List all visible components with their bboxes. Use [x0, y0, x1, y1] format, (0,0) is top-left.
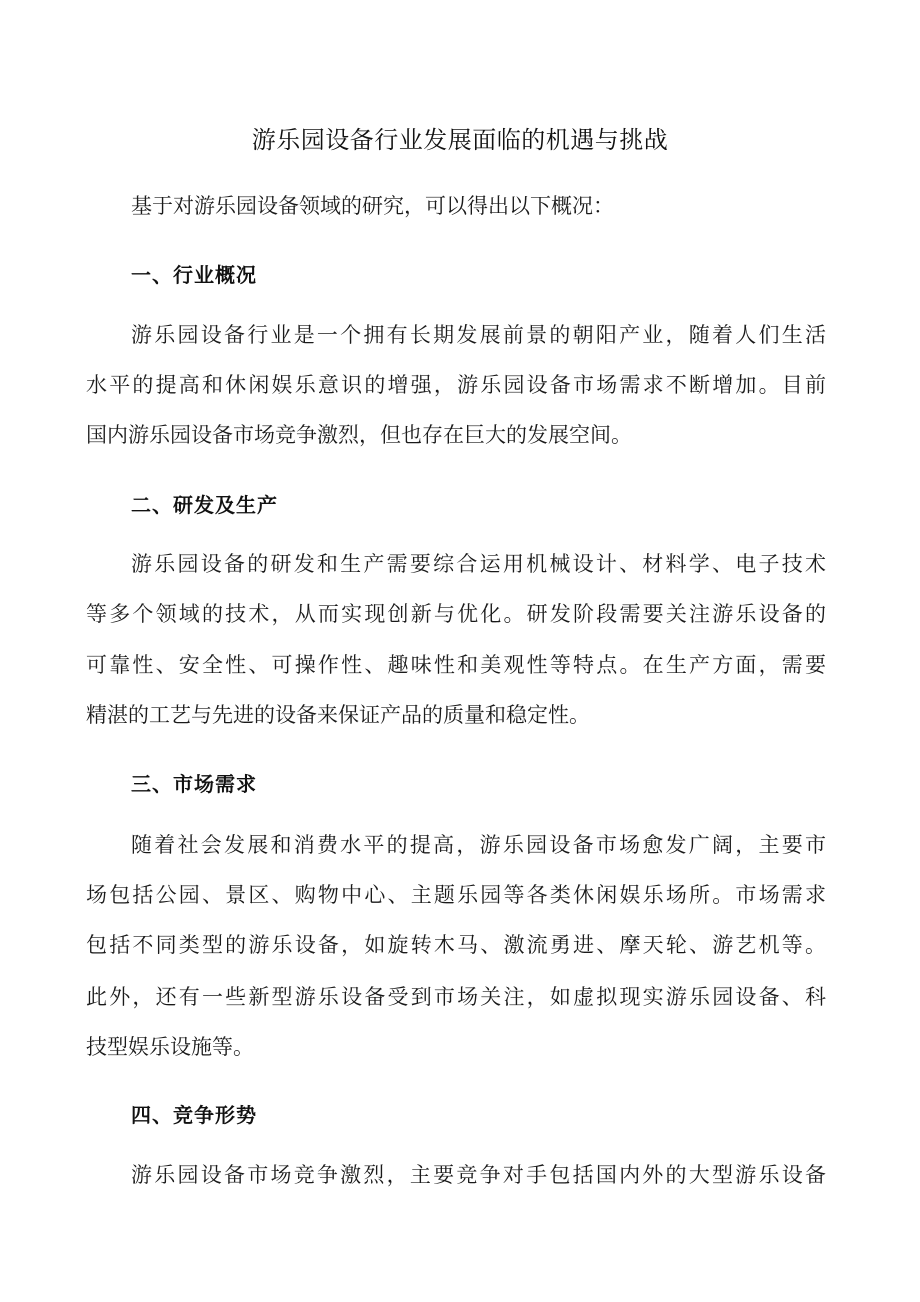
intro-paragraph: 基于对游乐园设备领域的研究，可以得出以下概况： — [131, 194, 614, 218]
paragraph-line: 随着社会发展和消费水平的提高，游乐园设备市场愈发广阔，主要市 — [131, 833, 826, 857]
section-heading-competition: 四、竞争形势 — [131, 1103, 257, 1127]
section-heading-industry-overview: 一、行业概况 — [131, 263, 257, 287]
section-heading-market-demand: 三、市场需求 — [131, 772, 257, 796]
document-title: 游乐园设备行业发展面临的机遇与挑战 — [251, 126, 669, 154]
paragraph-line: 此外，还有一些新型游乐设备受到市场关注，如虚拟现实游乐园设备、科 — [86, 985, 826, 1009]
paragraph-line: 游乐园设备行业是一个拥有长期发展前景的朝阳产业，随着人们生活 — [131, 323, 826, 347]
paragraph-line: 游乐园设备市场竞争激烈，主要竞争对手包括国内外的大型游乐设备 — [131, 1163, 826, 1187]
paragraph-line: 精湛的工艺与先进的设备来保证产品的质量和稳定性。 — [86, 703, 590, 727]
paragraph-line: 包括不同类型的游乐设备，如旋转木马、激流勇进、摩天轮、游艺机等。 — [86, 933, 826, 957]
paragraph-line: 游乐园设备的研发和生产需要综合运用机械设计、材料学、电子技术 — [131, 552, 826, 576]
paragraph-line: 等多个领域的技术，从而实现创新与优化。研发阶段需要关注游乐设备的 — [86, 602, 826, 626]
paragraph-line: 国内游乐园设备市场竞争激烈，但也存在巨大的发展空间。 — [86, 423, 632, 447]
paragraph-line: 场包括公园、景区、购物中心、主题乐园等各类休闲娱乐场所。市场需求 — [86, 883, 826, 907]
section-heading-rd-production: 二、研发及生产 — [131, 493, 278, 517]
paragraph-line: 可靠性、安全性、可操作性、趣味性和美观性等特点。在生产方面，需要 — [86, 653, 826, 677]
paragraph-line: 水平的提高和休闲娱乐意识的增强，游乐园设备市场需求不断增加。目前 — [86, 373, 826, 397]
paragraph-line: 技型娱乐设施等。 — [86, 1035, 254, 1059]
